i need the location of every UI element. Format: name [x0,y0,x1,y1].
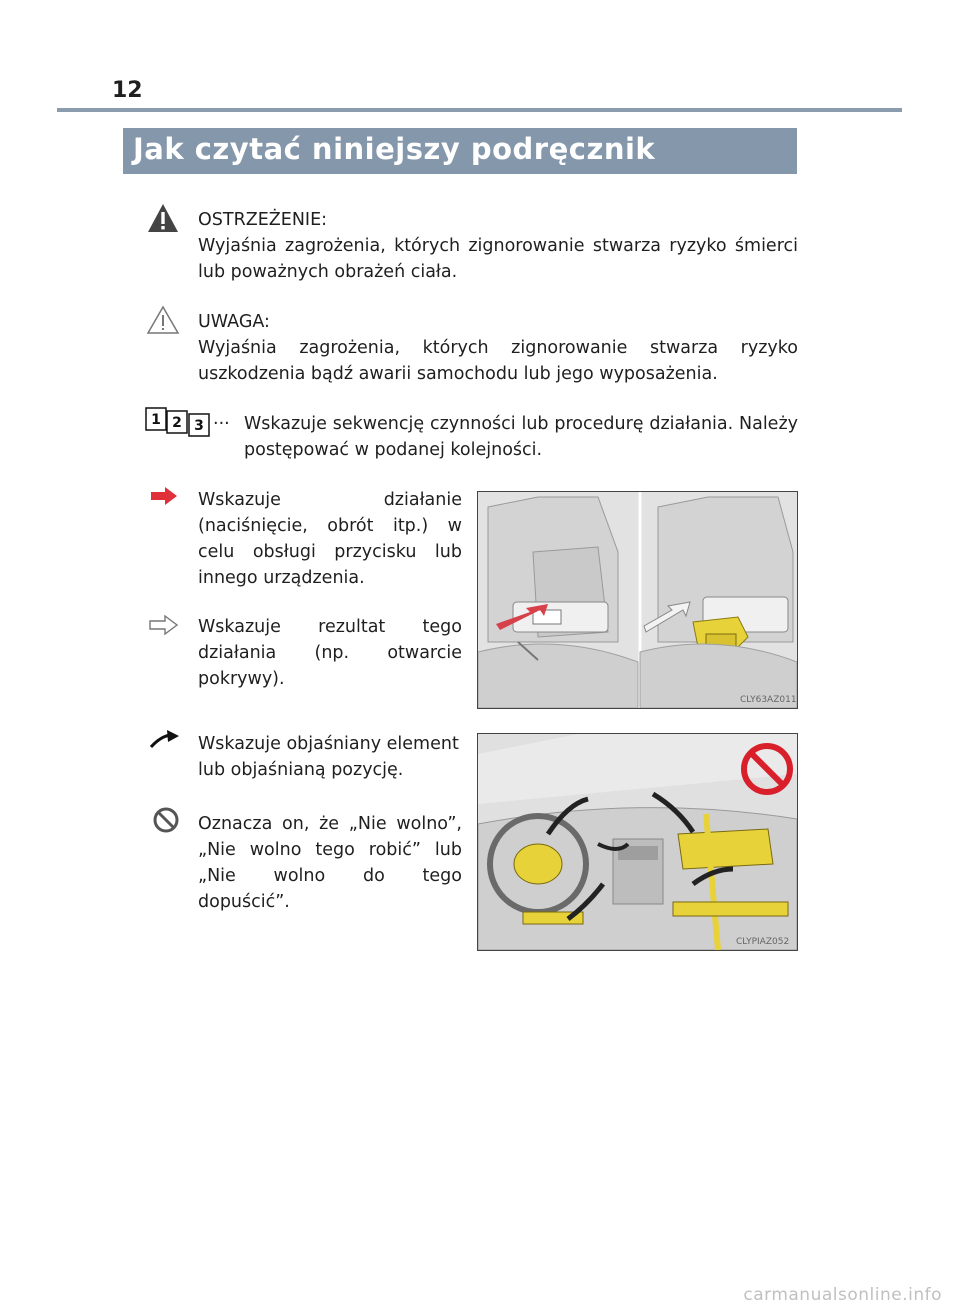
warning-label: OSTRZEŻENIE: [198,210,328,230]
prohibited-icon [152,806,180,834]
pointer-text: Wskazuje objaśniany element lub objaśnianą pozycję. [198,734,459,780]
result-arrow-outline-icon [149,614,179,636]
result-text: Wskazuje rezultat tego działania (np. otwarcie pokrywy). [198,617,462,689]
warning-text: Wyjaśnia zagrożenia, których zignorowanie stwarza ryzyko śmierci lub poważnych obrażeń ciała. [198,236,798,282]
pointer-icon [149,730,181,750]
caution-text: Wyjaśnia zagrożenia, których zignorowanie stwarza ryzyko uszkodzenia bądź awarii samochodu lub jego wyposażenia. [198,338,798,384]
sequence-text: Wskazuje sekwencję czynności lub procedurę działania. Należy postępować w podanej kolejności. [244,414,798,460]
footer-watermark: carmanualsonline.info [743,1285,942,1305]
action-text: Wskazuje działanie (naciśnięcie, obrót itp.) w celu obsługi przycisku lub innego urządzenia. [198,490,462,588]
caution-block [198,309,798,387]
sequence-dots: ··· [213,414,230,434]
page-number: 12 [112,78,143,103]
caution-outline-icon [146,305,180,335]
action-arrow-icon [150,486,178,506]
seq-digit-1: 1 [151,412,161,428]
sequence-steps-icon [144,407,216,437]
dashboard-image-code: CLYPIAZ052 [736,937,790,947]
header-rule [57,108,902,112]
warning-block [198,207,798,285]
seq-digit-2: 2 [172,415,182,431]
seat-image-code: CLY63AZ011 [740,695,797,705]
caution-label: UWAGA: [198,312,270,332]
warning-solid-icon [146,202,180,234]
prohibited-text: Oznacza on, że „Nie wolno”, „Nie wolno tego robić” lub „Nie wolno do tego dopuścić”. [198,814,462,912]
seat-armrest-illustration [477,491,798,709]
dashboard-airbag-illustration [477,733,798,951]
seq-digit-3: 3 [194,418,204,434]
page-title: Jak czytać niniejszy podręcznik [133,132,656,166]
title-bar [123,128,797,174]
